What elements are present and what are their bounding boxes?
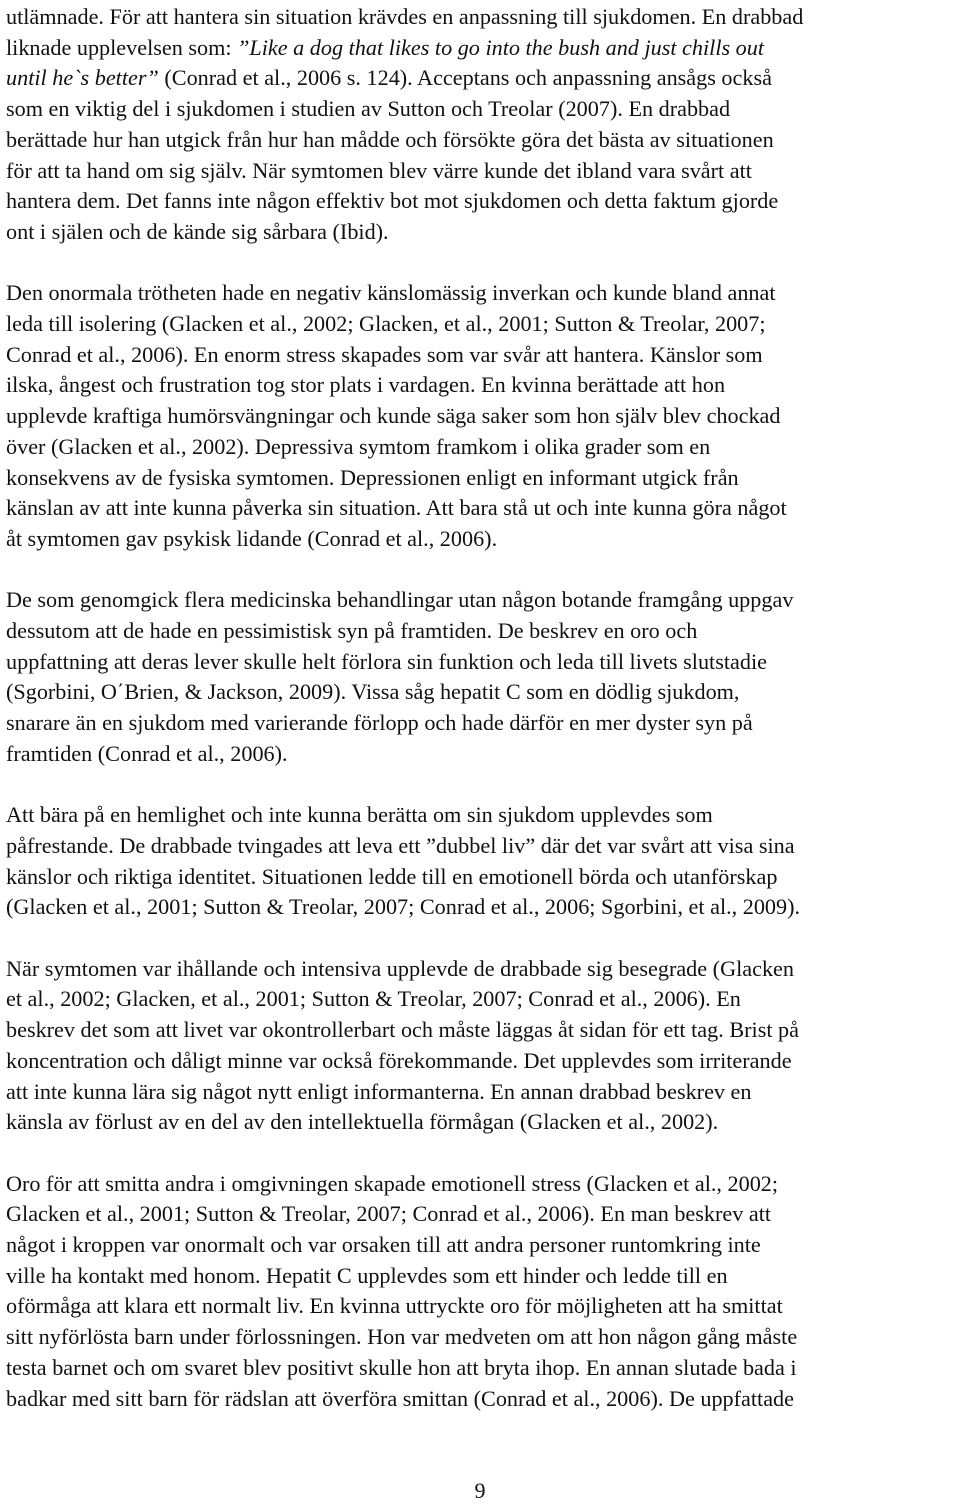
text-line bbox=[6, 524, 958, 555]
text-line bbox=[6, 309, 958, 340]
text-line bbox=[6, 708, 958, 739]
text-run: ville ha kontakt med honom. Hepatit C upplevdes som ett hinder och ledde till en bbox=[6, 1262, 728, 1288]
text-line bbox=[6, 892, 958, 923]
text-run: (Conrad et al., 2006 s. 124). Acceptans och anpassning ansågs också bbox=[158, 65, 772, 91]
text-run: Att bära på en hemlighet och inte kunna berätta om sin sjukdom upplevdes som bbox=[6, 802, 713, 828]
text-line bbox=[6, 585, 958, 616]
text-run: Conrad et al., 2006). En enorm stress skapades som var svår att hantera. Känslor som bbox=[6, 341, 763, 367]
document-page bbox=[6, 2, 958, 1445]
text-line bbox=[6, 1291, 958, 1322]
text-run: åt symtomen gav psykisk lidande (Conrad et al., 2006). bbox=[6, 525, 498, 551]
italic-quote-text: until he`s better” bbox=[6, 65, 159, 91]
text-line bbox=[6, 401, 958, 432]
text-line bbox=[6, 156, 958, 187]
text-line bbox=[6, 63, 958, 94]
text-run: testa barnet och om svaret blev positivt skulle hon att bryta ihop. En annan slutade bada i bbox=[6, 1354, 797, 1380]
text-line bbox=[6, 493, 958, 524]
text-run: (Sgorbini, O΄Brien, & Jackson, 2009). Vissa såg hepatit C som en dödlig sjukdom, bbox=[6, 679, 740, 705]
text-run: Oro för att smitta andra i omgivningen skapade emotionell stress (Glacken et al., 2002; bbox=[6, 1170, 779, 1196]
text-line bbox=[6, 33, 958, 64]
text-run: ont i själen och de kände sig sårbara (Ibid). bbox=[6, 218, 389, 244]
italic-quote-text: ”Like a dog that likes to go into the bush and just chills out bbox=[237, 34, 765, 60]
text-line bbox=[6, 800, 958, 831]
text-line bbox=[6, 217, 958, 248]
text-run: et al., 2002; Glacken, et al., 2001; Sutton & Treolar, 2007; Conrad et al., 2006). En bbox=[6, 986, 741, 1012]
paragraph bbox=[6, 954, 958, 1138]
text-run: badkar med sitt barn för rädslan att överföra smittan (Conrad et al., 2006). De uppfattade bbox=[6, 1385, 795, 1411]
paragraph bbox=[6, 2, 958, 248]
text-line bbox=[6, 739, 958, 770]
text-line bbox=[6, 1077, 958, 1108]
body-text bbox=[6, 2, 958, 1414]
text-run: berättade hur han utgick från hur han mådde och försökte göra det bästa av situationen bbox=[6, 126, 774, 152]
text-run: uppfattning att deras lever skulle helt förlora sin funktion och leda till livets slutstadie bbox=[6, 648, 767, 674]
text-run: som en viktig del i sjukdomen i studien av Sutton och Treolar (2007). En drabbad bbox=[6, 96, 731, 122]
text-run: känslor och riktiga identitet. Situationen ledde till en emotionell börda och utanförskap bbox=[6, 863, 778, 889]
text-line bbox=[6, 340, 958, 371]
text-line bbox=[6, 432, 958, 463]
text-run: känslan av att inte kunna påverka sin situation. Att bara stå ut och inte kunna göra något bbox=[6, 495, 787, 521]
text-run: snarare än en sjukdom med varierande förlopp och hade därför en mer dyster syn på bbox=[6, 710, 753, 736]
text-line bbox=[6, 862, 958, 893]
text-line bbox=[6, 647, 958, 678]
text-line bbox=[6, 1353, 958, 1384]
text-line bbox=[6, 125, 958, 156]
text-run: (Glacken et al., 2001; Sutton & Treolar, 2007; Conrad et al., 2006; Sgorbini, et al., 2009). bbox=[6, 894, 801, 920]
text-line bbox=[6, 1261, 958, 1292]
text-run: Den onormala trötheten hade en negativ känslomässig inverkan och kunde bland annat bbox=[6, 280, 776, 306]
text-line bbox=[6, 1322, 958, 1353]
text-line bbox=[6, 831, 958, 862]
paragraph bbox=[6, 585, 958, 769]
text-run: framtiden (Conrad et al., 2006). bbox=[6, 740, 288, 766]
text-line bbox=[6, 94, 958, 125]
text-run: koncentration och dåligt minne var också förekommande. Det upplevdes som irriterande bbox=[6, 1047, 792, 1073]
text-run: för att ta hand om sig själv. När symtomen blev värre kunde det ibland vara svårt att bbox=[6, 157, 752, 183]
text-line bbox=[6, 278, 958, 309]
text-line bbox=[6, 1199, 958, 1230]
paragraph bbox=[6, 1169, 958, 1415]
text-run: oförmåga att klara ett normalt liv. En kvinna uttryckte oro för möjligheten att ha smittat bbox=[6, 1293, 783, 1319]
text-run: konsekvens av de fysiska symtomen. Depressionen enligt en informant utgick från bbox=[6, 464, 739, 490]
text-line bbox=[6, 954, 958, 985]
text-line bbox=[6, 1384, 958, 1415]
text-line bbox=[6, 370, 958, 401]
text-run: De som genomgick flera medicinska behandlingar utan någon botande framgång uppgav bbox=[6, 587, 794, 613]
text-line bbox=[6, 984, 958, 1015]
text-line bbox=[6, 1015, 958, 1046]
text-run: leda till isolering (Glacken et al., 2002; Glacken, et al., 2001; Sutton & Treolar, 2007; bbox=[6, 311, 766, 337]
text-line bbox=[6, 1107, 958, 1138]
text-line bbox=[6, 2, 958, 33]
text-run: liknade upplevelsen som: bbox=[6, 34, 238, 60]
text-run: beskrev det som att livet var okontrollerbart och måste läggas åt sidan för ett tag. Brist på bbox=[6, 1017, 799, 1043]
page-number: 9 bbox=[474, 1478, 486, 1503]
text-run: ilska, ångest och frustration tog stor plats i vardagen. En kvinna berättade att hon bbox=[6, 372, 726, 398]
text-run: sitt nyförlösta barn under förlossningen. Hon var medveten om att hon någon gång måste bbox=[6, 1324, 798, 1350]
text-run: att inte kunna lära sig något nytt enligt informanterna. En annan drabbad beskrev en bbox=[6, 1078, 752, 1104]
paragraph bbox=[6, 800, 958, 923]
text-line bbox=[6, 1230, 958, 1261]
paragraph bbox=[6, 278, 958, 554]
text-run: över (Glacken et al., 2002). Depressiva symtom framkom i olika grader som en bbox=[6, 433, 711, 459]
text-run: upplevde kraftiga humörsvängningar och kunde säga saker som hon själv blev chockad bbox=[6, 403, 781, 429]
text-line bbox=[6, 616, 958, 647]
text-run: känsla av förlust av en del av den intellektuella förmågan (Glacken et al., 2002). bbox=[6, 1109, 719, 1135]
text-run: När symtomen var ihållande och intensiva upplevde de drabbade sig besegrade (Glacken bbox=[6, 955, 794, 981]
text-run: påfrestande. De drabbade tvingades att leva ett ”dubbel liv” där det var svårt att visa sina bbox=[6, 832, 795, 858]
text-line bbox=[6, 186, 958, 217]
text-run: hantera dem. Det fanns inte någon effektiv bot mot sjukdomen och detta faktum gjorde bbox=[6, 188, 779, 214]
text-line bbox=[6, 1169, 958, 1200]
text-run: utlämnade. För att hantera sin situation krävdes en anpassning till sjukdomen. En drabbad bbox=[6, 4, 804, 29]
text-line bbox=[6, 463, 958, 494]
text-run: dessutom att de hade en pessimistisk syn på framtiden. De beskrev en oro och bbox=[6, 618, 698, 644]
text-line bbox=[6, 1046, 958, 1077]
text-run: något i kroppen var onormalt och var orsaken till att andra personer runtomkring inte bbox=[6, 1232, 761, 1258]
text-run: Glacken et al., 2001; Sutton & Treolar, 2007; Conrad et al., 2006). En man beskrev att bbox=[6, 1201, 772, 1227]
text-line bbox=[6, 677, 958, 708]
